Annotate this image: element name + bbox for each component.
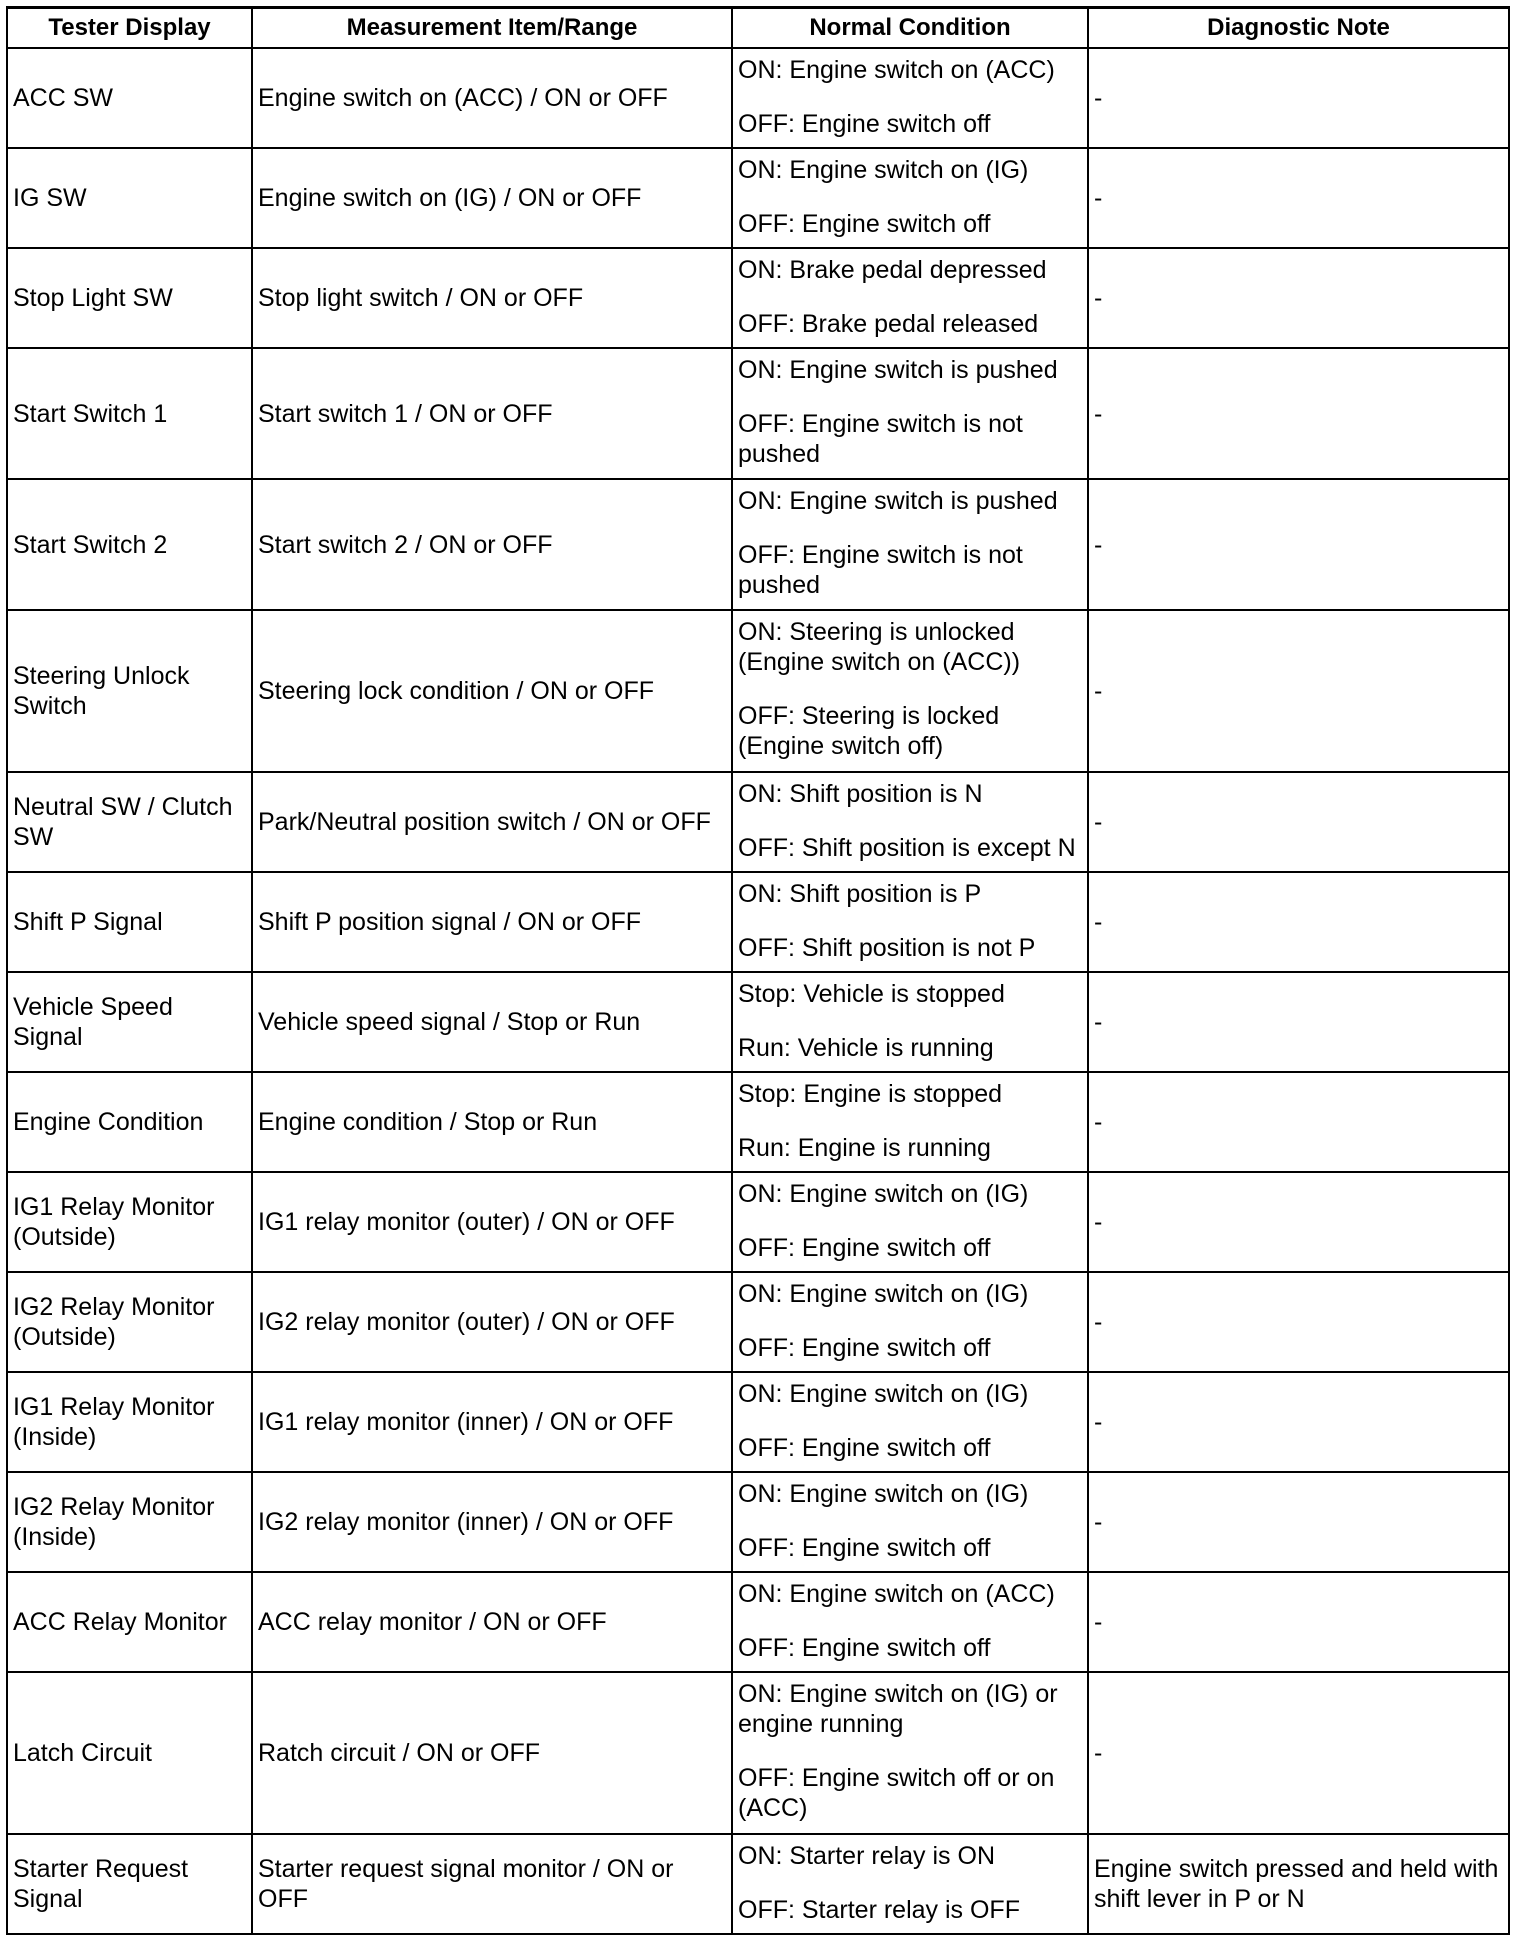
condition-off-text: OFF: Engine switch off bbox=[738, 1534, 991, 1562]
diagnostic-note-cell: Engine switch pressed and held with shift lever in P or N bbox=[1088, 1834, 1509, 1934]
normal-condition-cell bbox=[732, 1472, 1088, 1572]
condition-off-text: OFF: Engine switch off bbox=[738, 110, 991, 138]
normal-condition-cell bbox=[732, 872, 1088, 972]
tester-display-cell: IG1 Relay Monitor (Inside) bbox=[7, 1372, 252, 1472]
condition-on-text: ON: Engine switch on (IG) bbox=[738, 1480, 1029, 1508]
condition-on-text: ON: Shift position is N bbox=[738, 780, 983, 808]
measurement-item-cell: Vehicle speed signal / Stop or Run bbox=[252, 972, 732, 1072]
table-row bbox=[7, 872, 1509, 972]
condition-on-text: Stop: Vehicle is stopped bbox=[738, 980, 1005, 1008]
condition-off-text: OFF: Engine switch is not pushed bbox=[738, 410, 1023, 468]
table-row bbox=[7, 772, 1509, 872]
diagnostic-note-cell: - bbox=[1088, 1372, 1509, 1472]
measurement-item-cell: ACC relay monitor / ON or OFF bbox=[252, 1572, 732, 1672]
tester-display-cell: Engine Condition bbox=[7, 1072, 252, 1172]
header-diagnostic-note: Diagnostic Note bbox=[1088, 8, 1509, 49]
measurement-item-cell: Stop light switch / ON or OFF bbox=[252, 248, 732, 348]
table-row bbox=[7, 1372, 1509, 1472]
table-row bbox=[7, 1272, 1509, 1372]
condition-off-text: OFF: Steering is locked (Engine switch off) bbox=[738, 702, 1000, 760]
condition-on-text: ON: Engine switch is pushed bbox=[738, 356, 1058, 384]
diagnostic-note-cell: - bbox=[1088, 972, 1509, 1072]
tester-display-cell: ACC Relay Monitor bbox=[7, 1572, 252, 1672]
tester-display-cell: IG2 Relay Monitor (Outside) bbox=[7, 1272, 252, 1372]
measurement-item-cell: IG2 relay monitor (outer) / ON or OFF bbox=[252, 1272, 732, 1372]
tester-display-cell: Vehicle Speed Signal bbox=[7, 972, 252, 1072]
diagnostic-note-cell: - bbox=[1088, 1672, 1509, 1834]
normal-condition-cell bbox=[732, 1372, 1088, 1472]
normal-condition-cell bbox=[732, 1834, 1088, 1934]
condition-on-text: ON: Starter relay is ON bbox=[738, 1842, 995, 1870]
measurement-item-cell: IG1 relay monitor (inner) / ON or OFF bbox=[252, 1372, 732, 1472]
condition-off-text: OFF: Shift position is not P bbox=[738, 934, 1036, 962]
normal-condition-cell bbox=[732, 610, 1088, 772]
table-row bbox=[7, 1572, 1509, 1672]
tester-display-cell: Steering Unlock Switch bbox=[7, 610, 252, 772]
measurement-item-cell: Start switch 2 / ON or OFF bbox=[252, 479, 732, 610]
normal-condition-cell bbox=[732, 248, 1088, 348]
measurement-item-cell: Ratch circuit / ON or OFF bbox=[252, 1672, 732, 1834]
diagnostic-note-cell: - bbox=[1088, 1572, 1509, 1672]
tester-display-cell: Start Switch 1 bbox=[7, 348, 252, 479]
measurement-item-cell: Engine condition / Stop or Run bbox=[252, 1072, 732, 1172]
diagnostic-note-cell: - bbox=[1088, 1472, 1509, 1572]
condition-off-text: OFF: Brake pedal released bbox=[738, 310, 1039, 338]
diagnostic-note-cell: - bbox=[1088, 610, 1509, 772]
measurement-item-cell: Park/Neutral position switch / ON or OFF bbox=[252, 772, 732, 872]
condition-on-text: ON: Engine switch on (ACC) bbox=[738, 56, 1055, 84]
condition-off-text: OFF: Engine switch off bbox=[738, 1334, 991, 1362]
table-row bbox=[7, 1672, 1509, 1834]
condition-on-text: ON: Engine switch on (IG) bbox=[738, 156, 1029, 184]
diagnostic-note-cell: - bbox=[1088, 148, 1509, 248]
condition-off-text: OFF: Engine switch off bbox=[738, 1634, 991, 1662]
tester-display-cell: Stop Light SW bbox=[7, 248, 252, 348]
header-row bbox=[7, 8, 1509, 49]
diagnostic-note-cell: - bbox=[1088, 1172, 1509, 1272]
condition-off-text: OFF: Engine switch off bbox=[738, 210, 991, 238]
diagnostic-note-cell: - bbox=[1088, 1272, 1509, 1372]
measurement-item-cell: Engine switch on (IG) / ON or OFF bbox=[252, 148, 732, 248]
normal-condition-cell bbox=[732, 479, 1088, 610]
condition-off-text: OFF: Engine switch off bbox=[738, 1434, 991, 1462]
table-row bbox=[7, 348, 1509, 479]
condition-on-text: ON: Engine switch is pushed bbox=[738, 487, 1058, 515]
condition-on-text: Stop: Engine is stopped bbox=[738, 1080, 1003, 1108]
measurement-item-cell: Start switch 1 / ON or OFF bbox=[252, 348, 732, 479]
header-measurement-item: Measurement Item/Range bbox=[252, 8, 732, 49]
table-row bbox=[7, 479, 1509, 610]
tester-display-cell: Shift P Signal bbox=[7, 872, 252, 972]
measurement-item-cell: Engine switch on (ACC) / ON or OFF bbox=[252, 48, 732, 148]
diagnostic-note-cell: - bbox=[1088, 872, 1509, 972]
diagnostic-note-cell: - bbox=[1088, 772, 1509, 872]
table-row bbox=[7, 1834, 1509, 1934]
measurement-item-cell: Steering lock condition / ON or OFF bbox=[252, 610, 732, 772]
tester-display-cell: Start Switch 2 bbox=[7, 479, 252, 610]
tester-display-cell: Neutral SW / Clutch SW bbox=[7, 772, 252, 872]
diagnostic-note-cell: - bbox=[1088, 479, 1509, 610]
normal-condition-cell bbox=[732, 1172, 1088, 1272]
normal-condition-cell bbox=[732, 1072, 1088, 1172]
table-row bbox=[7, 148, 1509, 248]
condition-on-text: ON: Steering is unlocked (Engine switch on (ACC)) bbox=[738, 618, 1021, 676]
condition-off-text: OFF: Starter relay is OFF bbox=[738, 1896, 1020, 1924]
measurement-item-cell: IG2 relay monitor (inner) / ON or OFF bbox=[252, 1472, 732, 1572]
condition-on-text: ON: Shift position is P bbox=[738, 880, 982, 908]
table-row bbox=[7, 1472, 1509, 1572]
normal-condition-cell bbox=[732, 1572, 1088, 1672]
condition-on-text: ON: Engine switch on (IG) bbox=[738, 1380, 1029, 1408]
table-row bbox=[7, 248, 1509, 348]
measurement-item-cell: IG1 relay monitor (outer) / ON or OFF bbox=[252, 1172, 732, 1272]
normal-condition-cell bbox=[732, 148, 1088, 248]
tester-display-cell: IG1 Relay Monitor (Outside) bbox=[7, 1172, 252, 1272]
normal-condition-cell bbox=[732, 1272, 1088, 1372]
diagnostic-note-cell: - bbox=[1088, 248, 1509, 348]
table-row bbox=[7, 1072, 1509, 1172]
tester-display-cell: Starter Request Signal bbox=[7, 1834, 252, 1934]
normal-condition-cell bbox=[732, 1672, 1088, 1834]
tester-display-cell: IG SW bbox=[7, 148, 252, 248]
table-row bbox=[7, 48, 1509, 148]
normal-condition-cell bbox=[732, 348, 1088, 479]
condition-on-text: ON: Brake pedal depressed bbox=[738, 256, 1047, 284]
table-row bbox=[7, 972, 1509, 1072]
tester-display-cell: Latch Circuit bbox=[7, 1672, 252, 1834]
condition-off-text: Run: Vehicle is running bbox=[738, 1034, 994, 1062]
diagnostic-note-cell: - bbox=[1088, 1072, 1509, 1172]
condition-off-text: OFF: Engine switch off bbox=[738, 1234, 991, 1262]
condition-off-text: OFF: Engine switch off or on (ACC) bbox=[738, 1764, 1055, 1822]
condition-on-text: ON: Engine switch on (IG) bbox=[738, 1180, 1029, 1208]
condition-off-text: Run: Engine is running bbox=[738, 1134, 991, 1162]
table-row bbox=[7, 1172, 1509, 1272]
condition-on-text: ON: Engine switch on (IG) or engine running bbox=[738, 1680, 1058, 1738]
measurement-item-cell: Shift P position signal / ON or OFF bbox=[252, 872, 732, 972]
measurement-item-cell: Starter request signal monitor / ON or OFF bbox=[252, 1834, 732, 1934]
tester-display-cell: IG2 Relay Monitor (Inside) bbox=[7, 1472, 252, 1572]
diagnostic-note-cell: - bbox=[1088, 48, 1509, 148]
normal-condition-cell bbox=[732, 772, 1088, 872]
normal-condition-cell bbox=[732, 48, 1088, 148]
normal-condition-cell bbox=[732, 972, 1088, 1072]
header-tester-display: Tester Display bbox=[7, 8, 252, 49]
data-list-sheet bbox=[6, 6, 1508, 1935]
tester-display-cell: ACC SW bbox=[7, 48, 252, 148]
condition-on-text: ON: Engine switch on (IG) bbox=[738, 1280, 1029, 1308]
condition-off-text: OFF: Engine switch is not pushed bbox=[738, 541, 1023, 599]
data-list-table bbox=[6, 6, 1510, 1935]
header-normal-condition: Normal Condition bbox=[732, 8, 1088, 49]
condition-off-text: OFF: Shift position is except N bbox=[738, 834, 1076, 862]
diagnostic-note-cell: - bbox=[1088, 348, 1509, 479]
table-row bbox=[7, 610, 1509, 772]
condition-on-text: ON: Engine switch on (ACC) bbox=[738, 1580, 1055, 1608]
